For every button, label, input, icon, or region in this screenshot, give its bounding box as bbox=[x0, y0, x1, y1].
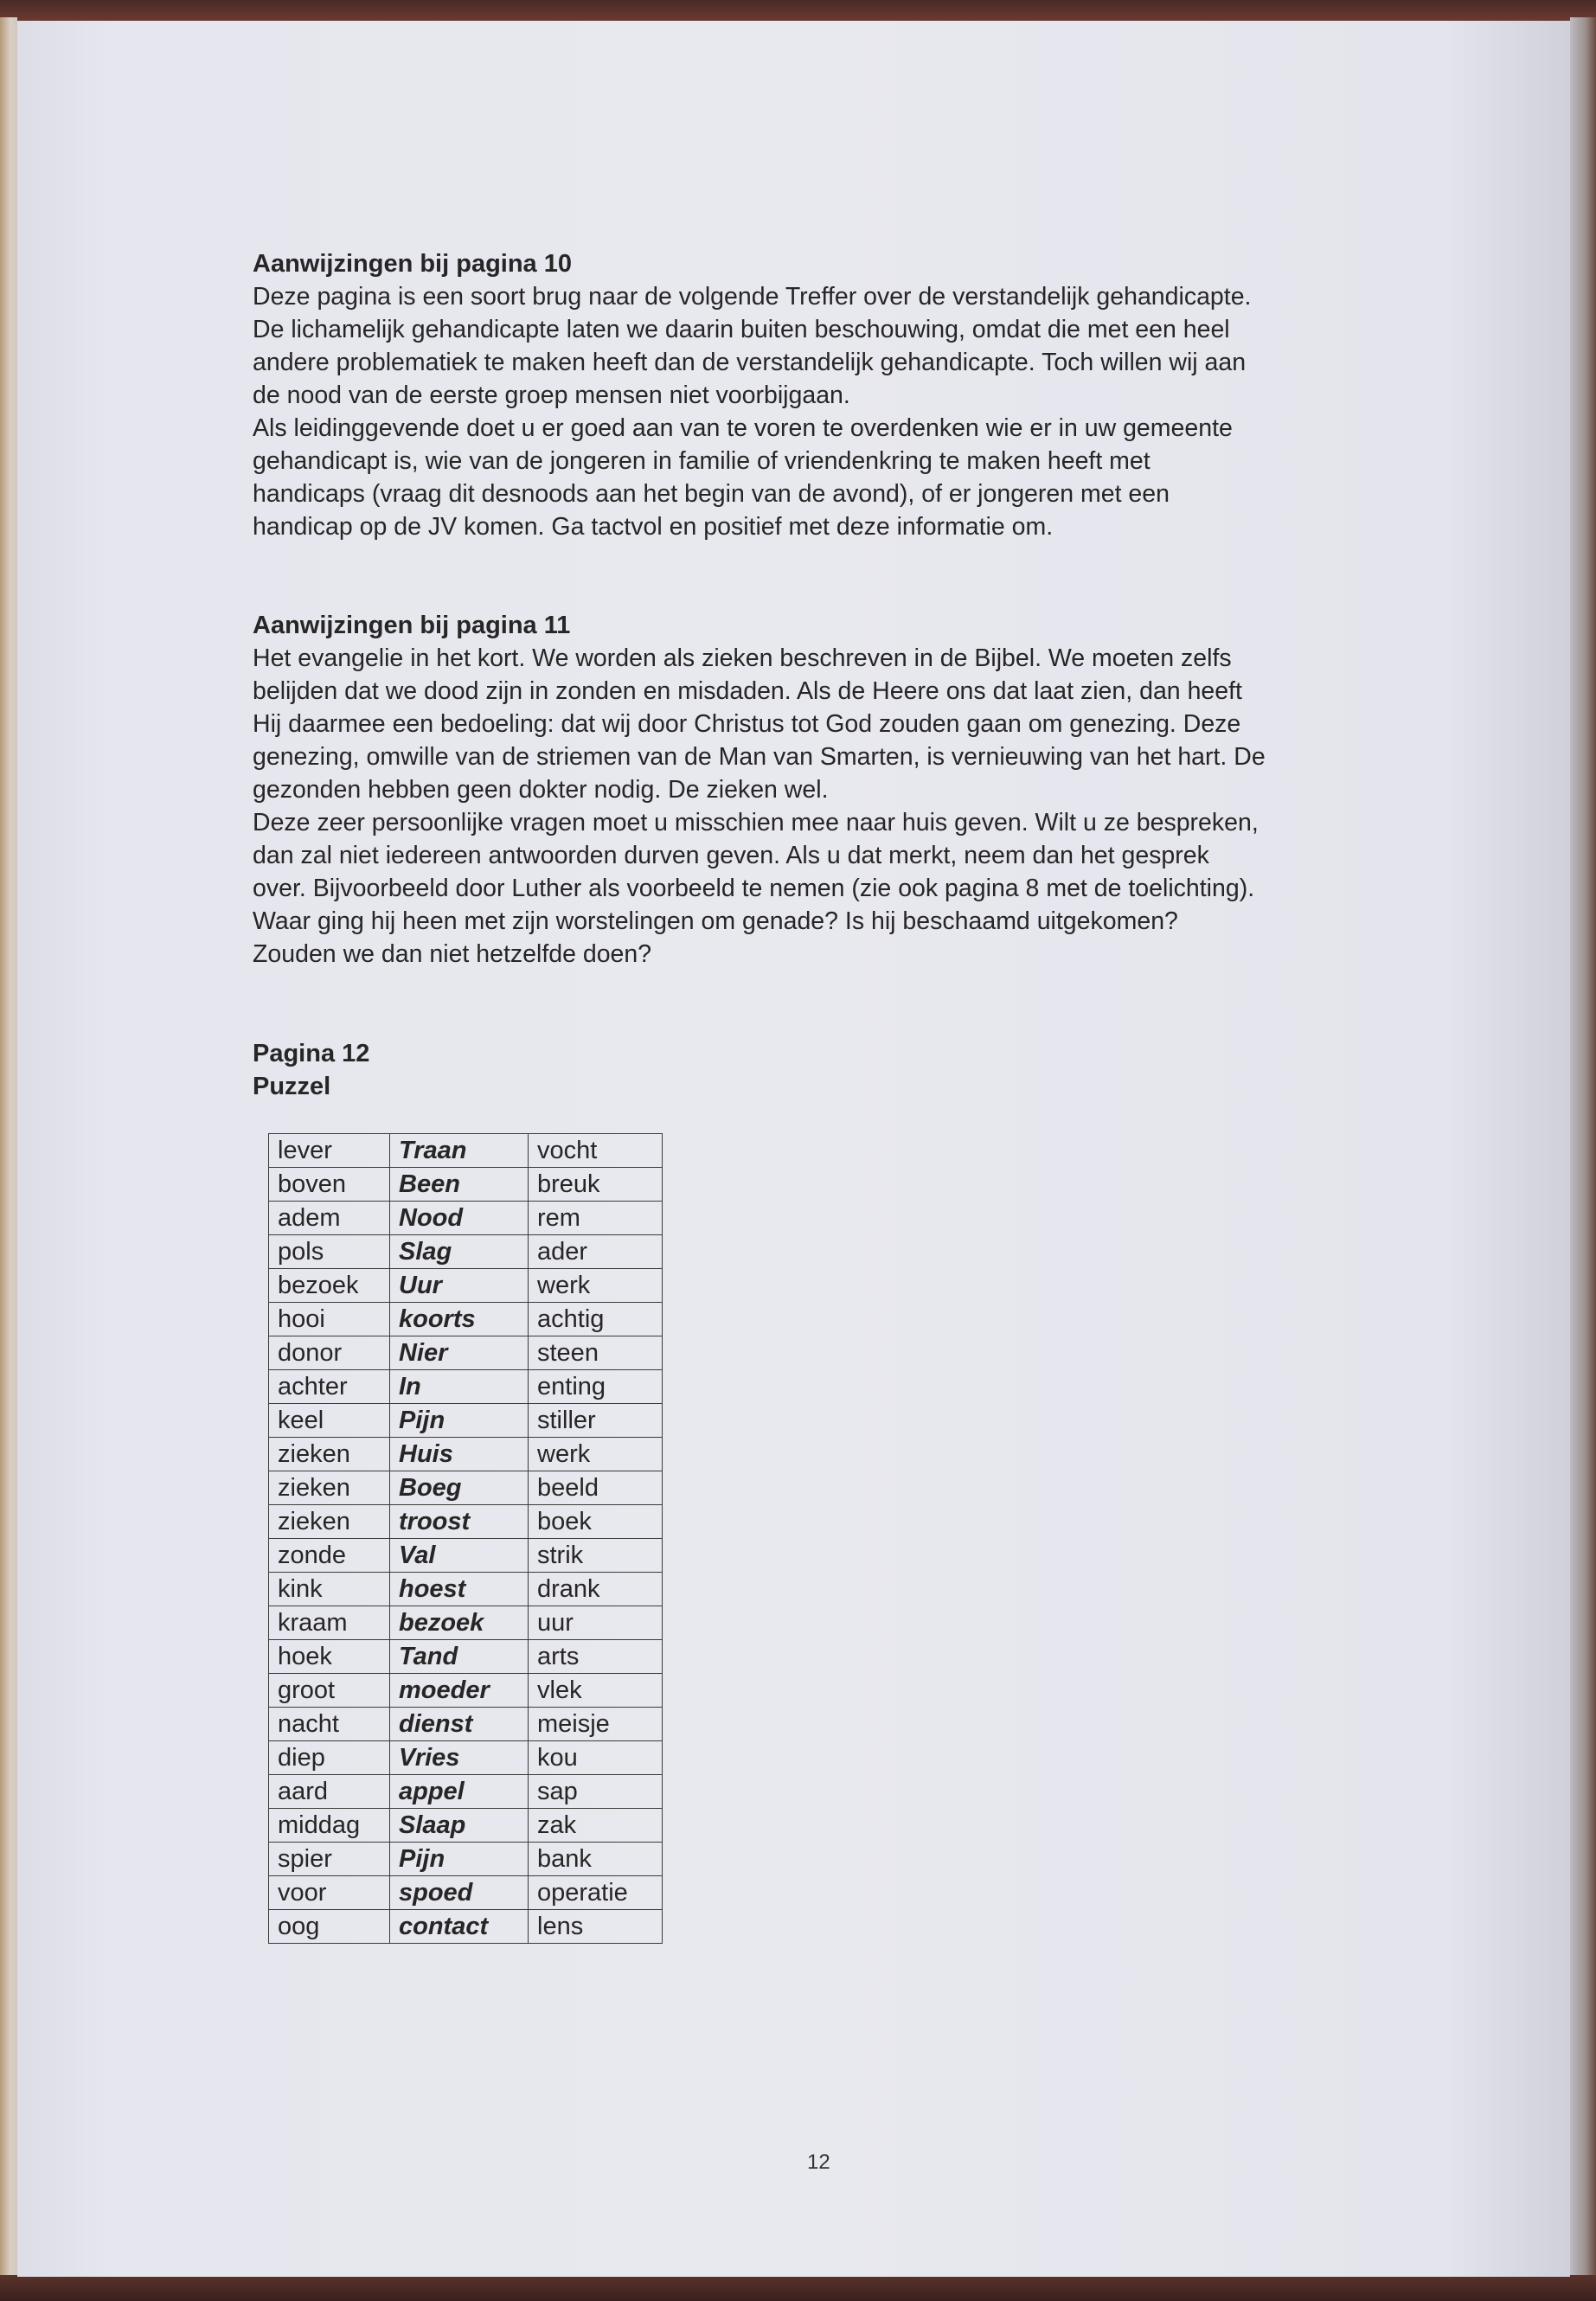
section-subheading: Puzzel bbox=[253, 1073, 331, 1100]
text-line: Deze zeer persoonlijke vragen moet u misschien mee naar huis geven. Wilt u ze bespreken, bbox=[253, 809, 1259, 836]
middle-word-cell: Pijn bbox=[390, 1843, 529, 1876]
table-row bbox=[269, 1235, 663, 1269]
prefix-cell: boven bbox=[269, 1168, 390, 1202]
suffix-cell: werk bbox=[529, 1438, 663, 1471]
table-row bbox=[269, 1910, 663, 1944]
prefix-cell: zieken bbox=[269, 1438, 390, 1471]
text-line: over. Bijvoorbeeld door Luther als voorbeeld te nemen (zie ook pagina 8 met de toelichting). bbox=[253, 875, 1255, 902]
table-row bbox=[269, 1336, 663, 1370]
prefix-cell: hooi bbox=[269, 1303, 390, 1336]
book-top-edge bbox=[0, 0, 1596, 22]
prefix-cell: nacht bbox=[269, 1708, 390, 1741]
suffix-cell: meisje bbox=[529, 1708, 663, 1741]
book-left-edge bbox=[0, 17, 17, 2284]
middle-word-cell: Nier bbox=[390, 1336, 529, 1370]
suffix-cell: werk bbox=[529, 1269, 663, 1303]
text-line: Deze pagina is een soort brug naar de volgende Treffer over de verstandelijk gehandicapte. bbox=[253, 283, 1252, 311]
suffix-cell: operatie bbox=[529, 1876, 663, 1910]
suffix-cell: drank bbox=[529, 1573, 663, 1606]
prefix-cell: achter bbox=[269, 1370, 390, 1404]
text-line: gehandicapt is, wie van de jongeren in familie of vriendenkring te maken heeft met bbox=[253, 447, 1151, 475]
text-line: Zouden we dan niet hetzelfde doen? bbox=[253, 940, 652, 968]
table-row bbox=[269, 1843, 663, 1876]
puzzle-table bbox=[268, 1133, 663, 1944]
middle-word-cell: Huis bbox=[390, 1438, 529, 1471]
table-row bbox=[269, 1674, 663, 1708]
middle-word-cell: koorts bbox=[390, 1303, 529, 1336]
suffix-cell: strik bbox=[529, 1539, 663, 1573]
middle-word-cell: Been bbox=[390, 1168, 529, 1202]
suffix-cell: stiller bbox=[529, 1404, 663, 1438]
text-line: belijden dat we dood zijn in zonden en misdaden. Als de Heere ons dat laat zien, dan heeft bbox=[253, 677, 1242, 705]
book-right-edge bbox=[1570, 17, 1596, 2284]
text-line: genezing, omwille van de striemen van de Man van Smarten, is vernieuwing van het hart. De bbox=[253, 743, 1266, 771]
prefix-cell: voor bbox=[269, 1876, 390, 1910]
section-heading: Aanwijzingen bij pagina 11 bbox=[253, 612, 571, 639]
text-line: Als leidinggevende doet u er goed aan van te voren te overdenken wie er in uw gemeente bbox=[253, 414, 1233, 442]
suffix-cell: vlek bbox=[529, 1674, 663, 1708]
section-page-12 bbox=[253, 1037, 369, 1103]
middle-word-cell: Pijn bbox=[390, 1404, 529, 1438]
table-row bbox=[269, 1404, 663, 1438]
text-line: gezonden hebben geen dokter nodig. De zieken wel. bbox=[253, 776, 829, 804]
table-row bbox=[269, 1809, 663, 1843]
middle-word-cell: moeder bbox=[390, 1674, 529, 1708]
table-row bbox=[269, 1269, 663, 1303]
suffix-cell: kou bbox=[529, 1741, 663, 1775]
middle-word-cell: Boeg bbox=[390, 1471, 529, 1505]
text-line: De lichamelijk gehandicapte laten we daarin buiten beschouwing, omdat die met een heel bbox=[253, 316, 1230, 343]
prefix-cell: groot bbox=[269, 1674, 390, 1708]
section-heading: Aanwijzingen bij pagina 10 bbox=[253, 250, 572, 278]
middle-word-cell: appel bbox=[390, 1775, 529, 1809]
middle-word-cell: contact bbox=[390, 1910, 529, 1944]
table-row bbox=[269, 1370, 663, 1404]
middle-word-cell: Nood bbox=[390, 1202, 529, 1235]
text-line: andere problematiek te maken heeft dan de verstandelijk gehandicapte. Toch willen wij aan bbox=[253, 349, 1247, 376]
middle-word-cell: dienst bbox=[390, 1708, 529, 1741]
text-line: Het evangelie in het kort. We worden als zieken beschreven in de Bijbel. We moeten zelfs bbox=[253, 644, 1232, 672]
table-row bbox=[269, 1438, 663, 1471]
table-row bbox=[269, 1168, 663, 1202]
table-row bbox=[269, 1876, 663, 1910]
page-number: 12 bbox=[807, 2150, 830, 2174]
prefix-cell: kink bbox=[269, 1573, 390, 1606]
table-row bbox=[269, 1708, 663, 1741]
suffix-cell: ader bbox=[529, 1235, 663, 1269]
suffix-cell: bank bbox=[529, 1843, 663, 1876]
table-row bbox=[269, 1505, 663, 1539]
suffix-cell: steen bbox=[529, 1336, 663, 1370]
suffix-cell: sap bbox=[529, 1775, 663, 1809]
middle-word-cell: Val bbox=[390, 1539, 529, 1573]
middle-word-cell: Traan bbox=[390, 1134, 529, 1168]
text-line: de nood van de eerste groep mensen niet voorbijgaan. bbox=[253, 381, 850, 409]
prefix-cell: hoek bbox=[269, 1640, 390, 1674]
prefix-cell: donor bbox=[269, 1336, 390, 1370]
text-line: Waar ging hij heen met zijn worstelingen om genade? Is hij beschaamd uitgekomen? bbox=[253, 907, 1178, 935]
prefix-cell: pols bbox=[269, 1235, 390, 1269]
document-page bbox=[17, 21, 1570, 2277]
middle-word-cell: Slaap bbox=[390, 1809, 529, 1843]
prefix-cell: diep bbox=[269, 1741, 390, 1775]
middle-word-cell: hoest bbox=[390, 1573, 529, 1606]
table-row bbox=[269, 1775, 663, 1809]
prefix-cell: adem bbox=[269, 1202, 390, 1235]
table-row bbox=[269, 1573, 663, 1606]
text-line: Hij daarmee een bedoeling: dat wij door Christus tot God zouden gaan om genezing. Deze bbox=[253, 710, 1241, 738]
middle-word-cell: Slag bbox=[390, 1235, 529, 1269]
prefix-cell: zieken bbox=[269, 1505, 390, 1539]
prefix-cell: aard bbox=[269, 1775, 390, 1809]
text-line: handicaps (vraag dit desnoods aan het begin van de avond), of er jongeren met een bbox=[253, 480, 1170, 508]
book-bottom-edge bbox=[0, 2275, 1596, 2301]
prefix-cell: bezoek bbox=[269, 1269, 390, 1303]
prefix-cell: lever bbox=[269, 1134, 390, 1168]
prefix-cell: middag bbox=[269, 1809, 390, 1843]
middle-word-cell: troost bbox=[390, 1505, 529, 1539]
prefix-cell: oog bbox=[269, 1910, 390, 1944]
middle-word-cell: Vries bbox=[390, 1741, 529, 1775]
suffix-cell: rem bbox=[529, 1202, 663, 1235]
suffix-cell: uur bbox=[529, 1606, 663, 1640]
table-row bbox=[269, 1134, 663, 1168]
suffix-cell: boek bbox=[529, 1505, 663, 1539]
suffix-cell: lens bbox=[529, 1910, 663, 1944]
table-row bbox=[269, 1471, 663, 1505]
prefix-cell: zonde bbox=[269, 1539, 390, 1573]
suffix-cell: enting bbox=[529, 1370, 663, 1404]
prefix-cell: keel bbox=[269, 1404, 390, 1438]
table-row bbox=[269, 1741, 663, 1775]
suffix-cell: zak bbox=[529, 1809, 663, 1843]
prefix-cell: spier bbox=[269, 1843, 390, 1876]
middle-word-cell: In bbox=[390, 1370, 529, 1404]
suffix-cell: achtig bbox=[529, 1303, 663, 1336]
table-row bbox=[269, 1303, 663, 1336]
section-page-11 bbox=[253, 609, 1266, 971]
suffix-cell: breuk bbox=[529, 1168, 663, 1202]
middle-word-cell: Uur bbox=[390, 1269, 529, 1303]
suffix-cell: vocht bbox=[529, 1134, 663, 1168]
middle-word-cell: spoed bbox=[390, 1876, 529, 1910]
table-row bbox=[269, 1202, 663, 1235]
table-row bbox=[269, 1640, 663, 1674]
suffix-cell: arts bbox=[529, 1640, 663, 1674]
middle-word-cell: Tand bbox=[390, 1640, 529, 1674]
table-row bbox=[269, 1606, 663, 1640]
text-line: handicap op de JV komen. Ga tactvol en positief met deze informatie om. bbox=[253, 513, 1054, 541]
prefix-cell: kraam bbox=[269, 1606, 390, 1640]
middle-word-cell: bezoek bbox=[390, 1606, 529, 1640]
table-row bbox=[269, 1539, 663, 1573]
section-page-10 bbox=[253, 247, 1251, 543]
section-heading: Pagina 12 bbox=[253, 1040, 370, 1067]
text-line: dan zal niet iedereen antwoorden durven geven. Als u dat merkt, neem dan het gesprek bbox=[253, 842, 1209, 869]
prefix-cell: zieken bbox=[269, 1471, 390, 1505]
suffix-cell: beeld bbox=[529, 1471, 663, 1505]
